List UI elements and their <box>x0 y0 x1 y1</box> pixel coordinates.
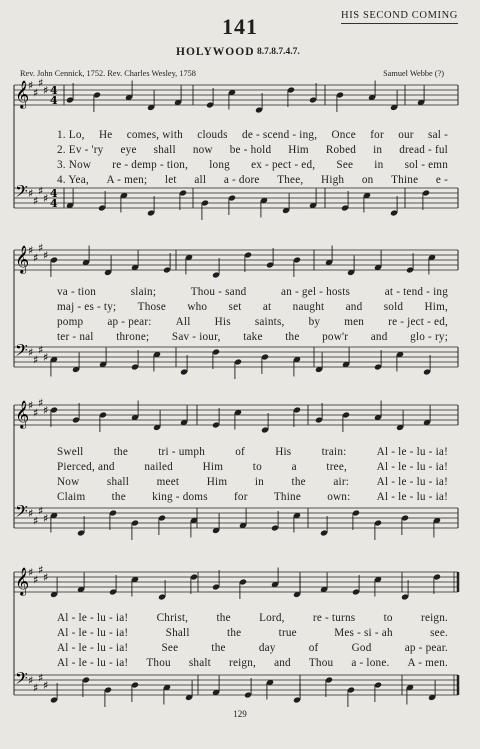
lyric-word: take <box>243 331 263 343</box>
lyric-line <box>0 174 480 188</box>
lyric-word: A - men. <box>407 657 448 669</box>
lyric-word: to <box>252 461 262 473</box>
lyric-word: at - tend - ing <box>384 286 448 298</box>
lyric-word: re - ject - ed, <box>388 316 448 328</box>
lyric-word: His <box>275 446 292 458</box>
lyric-line <box>0 301 480 315</box>
time-signature-bottom: 4 <box>50 197 58 210</box>
lyric-word: ex - pect - ed, <box>251 159 316 171</box>
sharp-sign: ♯ <box>43 84 49 97</box>
sharp-sign: ♯ <box>38 76 44 90</box>
sharp-sign: ♯ <box>28 507 34 520</box>
lyric-word: saints, <box>254 316 285 328</box>
lyric-word: eye <box>120 144 137 156</box>
lyric-word: to <box>383 612 393 624</box>
lyric-word: the <box>227 627 242 639</box>
lyric-line <box>0 476 480 490</box>
treble-clef: 𝄞 <box>15 245 30 273</box>
lyric-line <box>0 286 480 300</box>
lyric-word: long <box>209 159 230 171</box>
lyric-word: ter - nal <box>57 331 94 343</box>
lyric-word: de - scend - ing, <box>242 129 318 141</box>
lyric-word: and <box>274 657 291 669</box>
sharp-sign: ♯ <box>43 404 49 417</box>
lyric-word: reign. <box>421 612 448 624</box>
sharp-sign: ♯ <box>43 192 49 205</box>
lyric-word: Thou <box>146 657 171 669</box>
lyric-word: Lord, <box>259 612 285 624</box>
lyric-word: Sav - iour, <box>171 331 221 343</box>
lyric-line <box>0 129 480 143</box>
lyric-word: Him <box>206 476 228 488</box>
bass-clef: 𝄢 <box>15 181 28 205</box>
lyric-word: nailed <box>144 461 173 473</box>
lyric-word: Thine <box>391 174 419 186</box>
lyric-word: A - men; <box>106 174 148 186</box>
author-credits: Rev. John Cennick, 1752. Rev. Charles Wesley, 1758 <box>20 69 196 78</box>
sharp-sign: ♯ <box>38 343 44 357</box>
lyric-word: Once <box>331 129 356 141</box>
sharp-sign: ♯ <box>38 241 44 255</box>
lyric-word: Al - le - lu - ia! <box>57 612 129 624</box>
lyric-word: glo - ry; <box>410 331 448 343</box>
tune-name: HOLYWOOD <box>176 46 255 58</box>
sharp-sign: ♯ <box>33 353 39 367</box>
lyric-line <box>0 627 480 641</box>
treble-clef: 𝄞 <box>15 567 30 595</box>
lyric-word: the <box>211 642 226 654</box>
sharp-sign: ♯ <box>43 249 49 262</box>
lyric-word: the <box>285 331 300 343</box>
lyric-word: ap - pear. <box>404 642 448 654</box>
lyric-word: Him, <box>424 301 448 313</box>
lyric-word: High <box>321 174 345 186</box>
lyric-word: Thou <box>308 657 334 669</box>
sharp-sign: ♯ <box>33 514 39 528</box>
lyric-word: Robed <box>325 144 357 156</box>
lyric-word: maj - es - ty; <box>57 301 117 313</box>
lyric-word: set <box>228 301 242 313</box>
lyric-word: shall <box>106 476 130 488</box>
lyric-word: let <box>164 174 177 186</box>
lyric-word: air: <box>333 476 350 488</box>
hymn-number: 141 <box>222 14 258 39</box>
lyric-word: Thou - sand <box>190 286 247 298</box>
lyric-word: clouds <box>197 129 228 141</box>
lyric-word: see. <box>430 627 448 639</box>
sharp-sign: ♯ <box>43 679 49 692</box>
lyric-word: the <box>291 476 306 488</box>
lyric-word: 1. Lo, <box>57 129 85 141</box>
lyric-word: re - turns <box>312 612 356 624</box>
sharp-sign: ♯ <box>38 671 44 685</box>
lyric-word: own: <box>327 491 351 503</box>
composer-credit: Samuel Webbe (?) <box>383 69 444 78</box>
lyric-word: Al - le - lu - ia! <box>376 491 448 503</box>
lyric-line <box>0 612 480 626</box>
lyric-word: of <box>308 642 319 654</box>
lyric-word: God <box>351 642 372 654</box>
sharp-sign: ♯ <box>28 187 34 200</box>
lyric-line <box>0 159 480 173</box>
lyric-word: All <box>175 316 191 328</box>
lyric-word: the <box>113 446 128 458</box>
lyric-line <box>0 316 480 330</box>
lyric-word: tri - umph <box>158 446 205 458</box>
lyric-word: His <box>214 316 231 328</box>
lyric-word: Him <box>288 144 309 156</box>
lyric-word: Shall <box>165 627 190 639</box>
lyric-word: pomp <box>57 316 84 328</box>
lyric-word: of <box>235 446 245 458</box>
lyric-word: e - <box>435 174 448 186</box>
sharp-sign: ♯ <box>28 566 34 579</box>
lyric-word: shall <box>153 144 176 156</box>
lyric-word: slain; <box>130 286 157 298</box>
lyric-word: Claim <box>57 491 86 503</box>
time-signature-bottom: 4 <box>50 94 58 107</box>
sharp-sign: ♯ <box>33 251 39 265</box>
lyric-word: and <box>370 331 388 343</box>
lyric-word: dread - ful <box>399 144 448 156</box>
lyric-word: sold <box>383 301 404 313</box>
lyric-word: sol - emn <box>404 159 448 171</box>
lyric-word: Al - le - lu - ia! <box>376 476 448 488</box>
sharp-sign: ♯ <box>33 86 39 100</box>
treble-clef: 𝄞 <box>15 400 30 428</box>
page-number: 129 <box>233 709 247 719</box>
lyric-word: for <box>370 129 384 141</box>
lyric-word: the <box>111 491 126 503</box>
lyric-word: Thine <box>273 491 301 503</box>
sharp-sign: ♯ <box>28 399 34 412</box>
lyric-word: 4. Yea, <box>57 174 89 186</box>
lyric-word: our <box>398 129 414 141</box>
lyric-word: va - tion <box>57 286 97 298</box>
sharp-sign: ♯ <box>38 504 44 518</box>
lyric-line <box>0 461 480 475</box>
lyric-word: comes, with <box>126 129 183 141</box>
lyric-word: all <box>194 174 207 186</box>
lyric-word: See <box>161 642 179 654</box>
lyric-word: Those <box>137 301 167 313</box>
lyric-word: an - gel - hosts <box>281 286 351 298</box>
lyric-word: be - hold <box>229 144 272 156</box>
time-signature-top: 4 <box>50 84 58 97</box>
lyric-word: men <box>344 316 365 328</box>
lyric-line <box>0 657 480 671</box>
lyric-word: Thee, <box>277 174 304 186</box>
lyric-word: Him <box>202 461 224 473</box>
sharp-sign: ♯ <box>38 563 44 577</box>
lyric-word: train: <box>321 446 347 458</box>
lyric-word: a - lone. <box>351 657 390 669</box>
lyric-word: meet <box>156 476 180 488</box>
lyric-line <box>0 331 480 345</box>
lyric-word: ap - pear: <box>107 316 152 328</box>
bass-clef: 𝄢 <box>15 668 28 692</box>
lyric-word: for <box>234 491 248 503</box>
lyric-line <box>0 144 480 158</box>
lyric-word: tree, <box>326 461 347 473</box>
lyric-word: Swell <box>57 446 84 458</box>
lyric-word: Christ, <box>156 612 189 624</box>
lyric-word: at <box>262 301 272 313</box>
lyric-word: on <box>361 174 374 186</box>
lyric-word: 3. Now <box>57 159 92 171</box>
lyric-word: in <box>374 159 384 171</box>
lyric-word: He <box>98 129 113 141</box>
lyric-word: reign, <box>229 657 257 669</box>
lyric-word: pow'r <box>322 331 349 343</box>
lyric-word: the <box>216 612 231 624</box>
sharp-sign: ♯ <box>43 351 49 364</box>
meter: 8.7.8.7.4.7. <box>257 47 300 57</box>
lyric-word: in <box>373 144 383 156</box>
sharp-sign: ♯ <box>33 573 39 587</box>
lyric-word: a - dore <box>223 174 260 186</box>
section-title: HIS SECOND COMING <box>341 10 458 24</box>
sharp-sign: ♯ <box>28 346 34 359</box>
sharp-sign: ♯ <box>28 79 34 92</box>
treble-clef: 𝄞 <box>15 80 30 108</box>
lyric-word: true <box>278 627 297 639</box>
time-signature-top: 4 <box>50 187 58 200</box>
lyric-word: throne; <box>116 331 150 343</box>
lyric-word: Al - le - lu - ia! <box>376 461 448 473</box>
lyric-word: Al - le - lu - ia! <box>57 657 129 669</box>
lyric-word: now <box>192 144 213 156</box>
lyric-word: a <box>291 461 297 473</box>
lyric-word: Al - le - lu - ia! <box>57 627 129 639</box>
lyric-word: who <box>187 301 208 313</box>
lyric-word: by <box>308 316 321 328</box>
lyric-line <box>0 491 480 505</box>
sharp-sign: ♯ <box>33 194 39 208</box>
lyric-word: Al - le - lu - ia! <box>376 446 448 458</box>
lyric-word: in <box>254 476 264 488</box>
sharp-sign: ♯ <box>28 674 34 687</box>
lyric-line <box>0 446 480 460</box>
lyric-word: naught <box>292 301 325 313</box>
sharp-sign: ♯ <box>33 406 39 420</box>
lyric-word: shalt <box>188 657 211 669</box>
sharp-sign: ♯ <box>33 681 39 695</box>
bass-clef: 𝄢 <box>15 501 28 525</box>
lyric-word: day <box>258 642 276 654</box>
sharp-sign: ♯ <box>38 396 44 410</box>
lyric-line <box>0 642 480 656</box>
lyric-word: and <box>345 301 363 313</box>
sharp-sign: ♯ <box>28 244 34 257</box>
lyric-word: king - doms <box>152 491 208 503</box>
lyric-word: Now <box>57 476 80 488</box>
lyric-word: Al - le - lu - ia! <box>57 642 129 654</box>
lyric-word: sal - <box>428 129 448 141</box>
sharp-sign: ♯ <box>38 184 44 198</box>
lyric-word: re - demp - tion, <box>112 159 189 171</box>
bass-clef: 𝄢 <box>15 340 28 364</box>
lyric-word: See <box>336 159 354 171</box>
lyric-word: 2. Ev - 'ry <box>57 144 104 156</box>
sharp-sign: ♯ <box>43 512 49 525</box>
sharp-sign: ♯ <box>43 571 49 584</box>
lyric-word: Mes - si - ah <box>334 627 393 639</box>
lyric-word: Pierced, and <box>57 461 115 473</box>
